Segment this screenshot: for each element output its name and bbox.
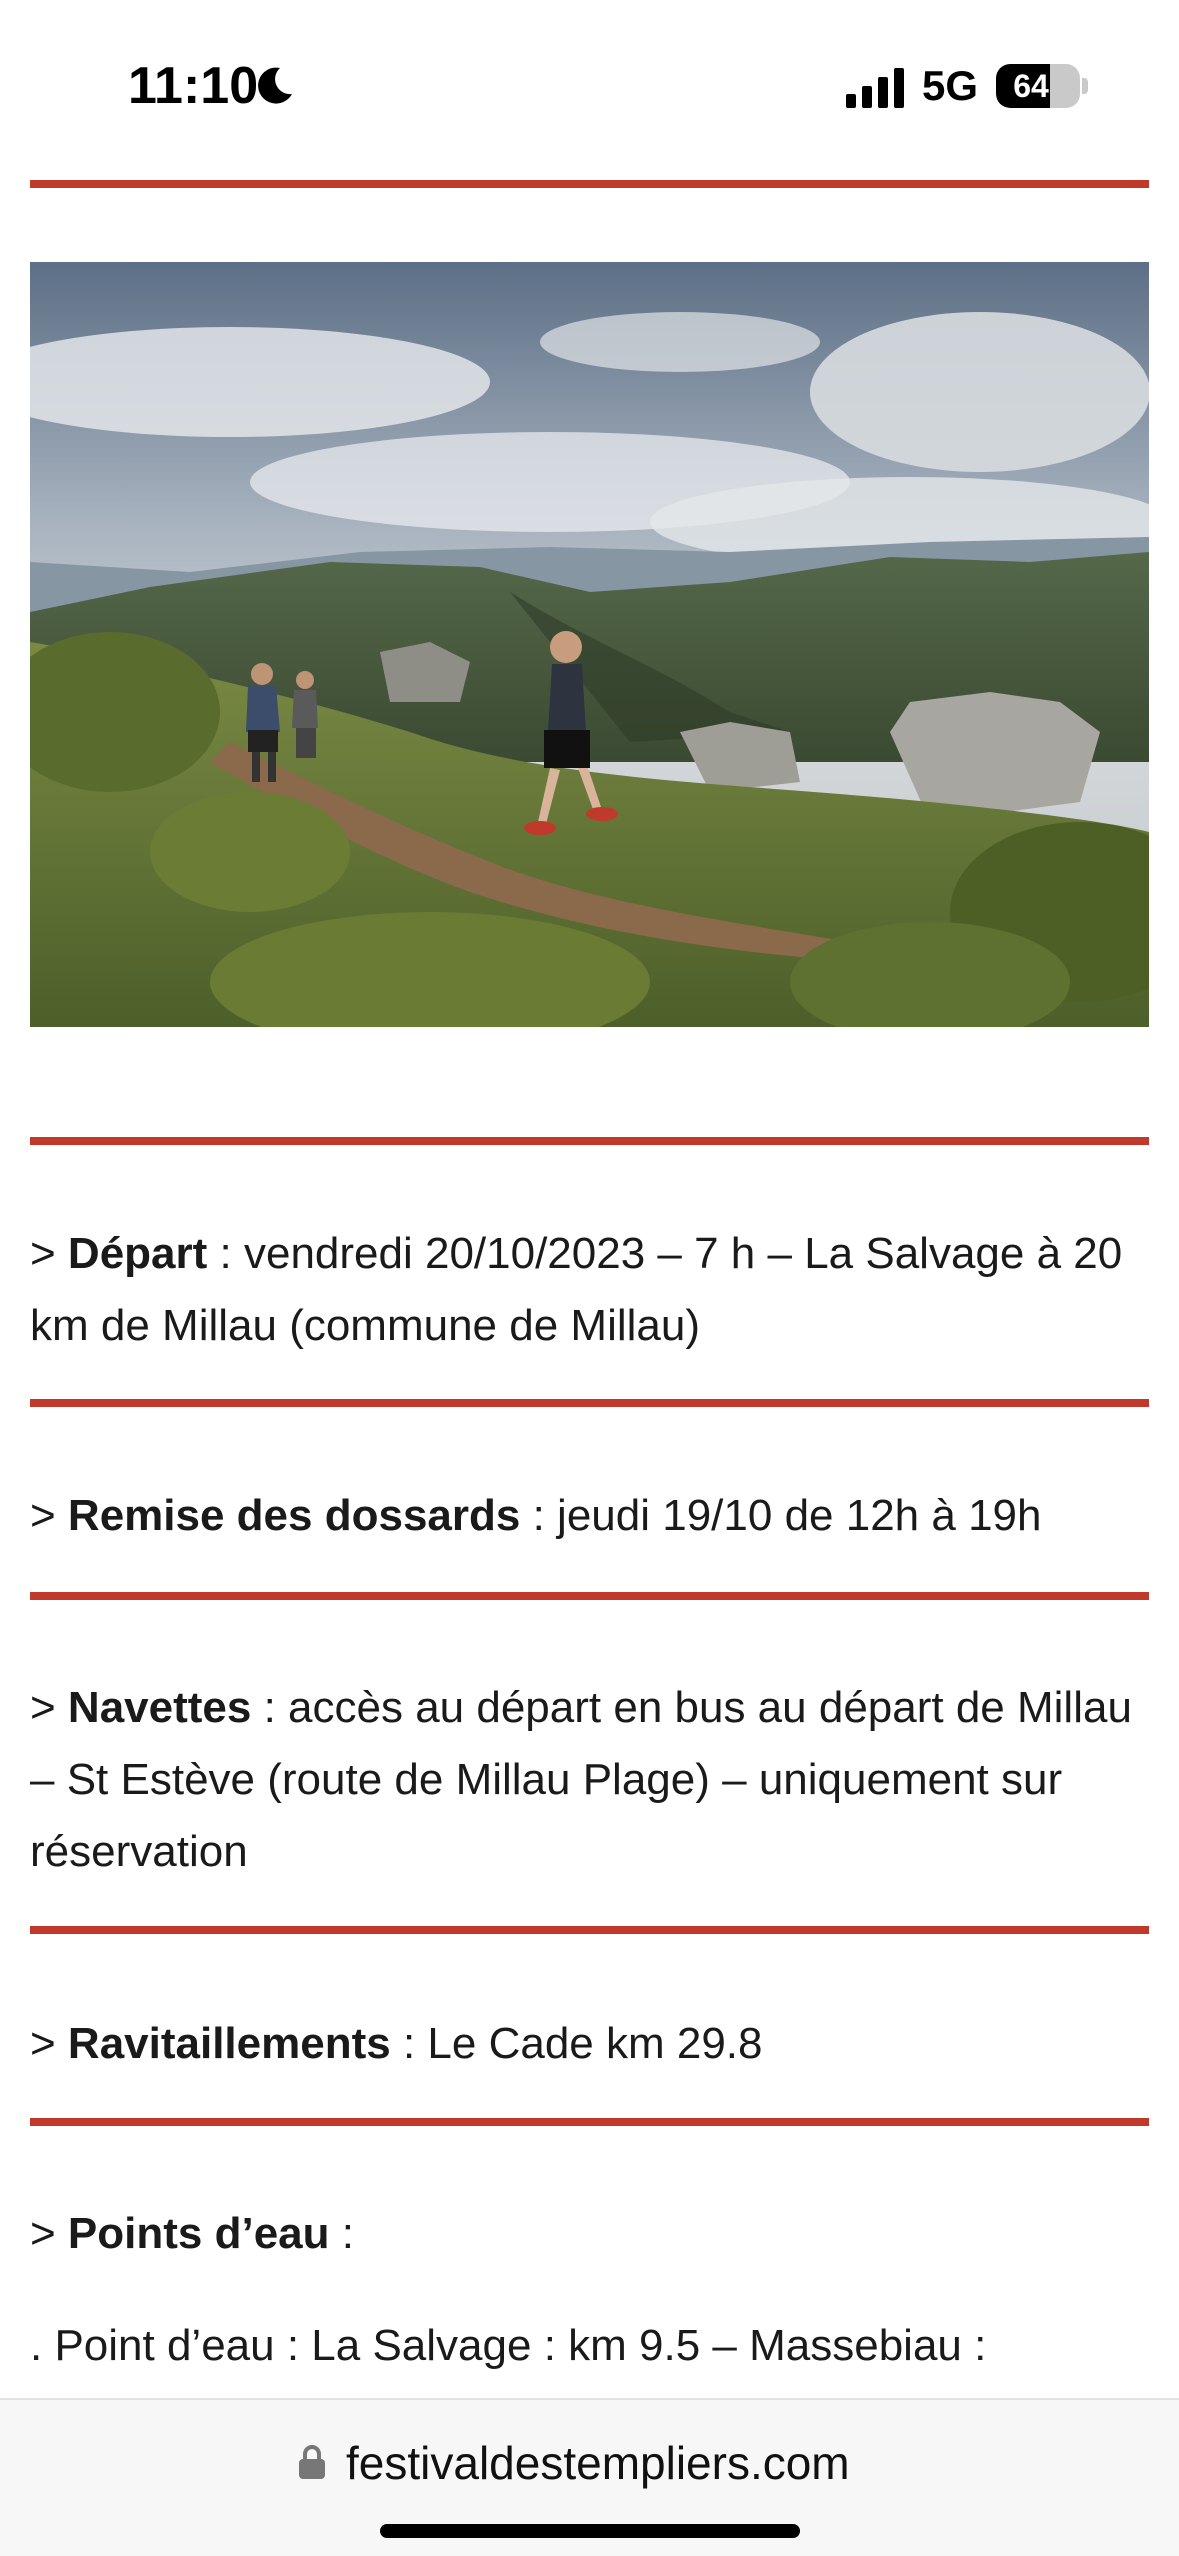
divider-3 — [30, 1926, 1149, 1934]
battery-percent: 64 — [1013, 68, 1049, 104]
hero-photo — [30, 262, 1149, 1027]
battery-icon — [996, 64, 1080, 108]
network-type-label: 5G — [922, 62, 979, 109]
info-depart-label: Départ — [67, 1229, 208, 1278]
status-bar — [0, 0, 1179, 170]
water-point-line: . Point d’eau : La Salvage : km 9.5 – Massebiau : — [30, 2321, 987, 2370]
browser-url-bar[interactable] — [0, 2398, 1179, 2556]
divider-1 — [30, 1399, 1149, 1407]
info-ravitaillements-text: : Le Cade km 29.8 — [390, 2019, 763, 2068]
status-time: 11:10 — [128, 57, 259, 115]
info-ravitaillements: > Ravitaillements : Le Cade km 29.8 — [30, 2019, 763, 2068]
home-indicator[interactable] — [380, 2524, 800, 2538]
moon-icon — [252, 64, 296, 108]
info-points-eau: > Points d’eau : — [30, 2209, 354, 2258]
info-navettes: > Navettes : accès au départ en bus au départ de Millau – St Estève (route de Millau Plage) – uniquement sur réservation — [30, 1683, 1132, 1876]
info-depart-text: : vendredi 20/10/2023 – 7 h – La Salvage à 20 km de Millau (commune de Millau) — [30, 1229, 1123, 1350]
info-ravitaillements-label: Ravitaillements — [67, 2019, 391, 2068]
signal-bars-icon — [846, 68, 904, 108]
info-navettes-label: Navettes — [67, 1683, 252, 1732]
divider-4 — [30, 2118, 1149, 2126]
divider-after-photo — [30, 1137, 1149, 1145]
battery-cap — [1082, 78, 1088, 94]
trail-runners-photo — [30, 262, 1149, 1027]
info-points-eau-text: : — [329, 2209, 354, 2258]
info-remise-dossards: > Remise des dossards : jeudi 19/10 de 12h à 19h — [30, 1491, 1042, 1540]
info-points-eau-label: Points d’eau — [67, 2209, 330, 2258]
info-remise-dossards-text: : jeudi 19/10 de 12h à 19h — [520, 1491, 1042, 1540]
lock-icon — [298, 2444, 326, 2480]
divider-top — [30, 180, 1149, 188]
info-navettes-text: : accès au départ en bus au départ de Millau – St Estève (route de Millau Plage) – uniquement sur réservation — [30, 1683, 1132, 1876]
info-depart: > Départ : vendredi 20/10/2023 – 7 h – La Salvage à 20 km de Millau (commune de Millau) — [30, 1229, 1123, 1350]
divider-2 — [30, 1592, 1149, 1600]
info-remise-dossards-label: Remise des dossards — [67, 1491, 521, 1540]
url-domain[interactable]: festivaldestempliers.com — [346, 2437, 850, 2489]
